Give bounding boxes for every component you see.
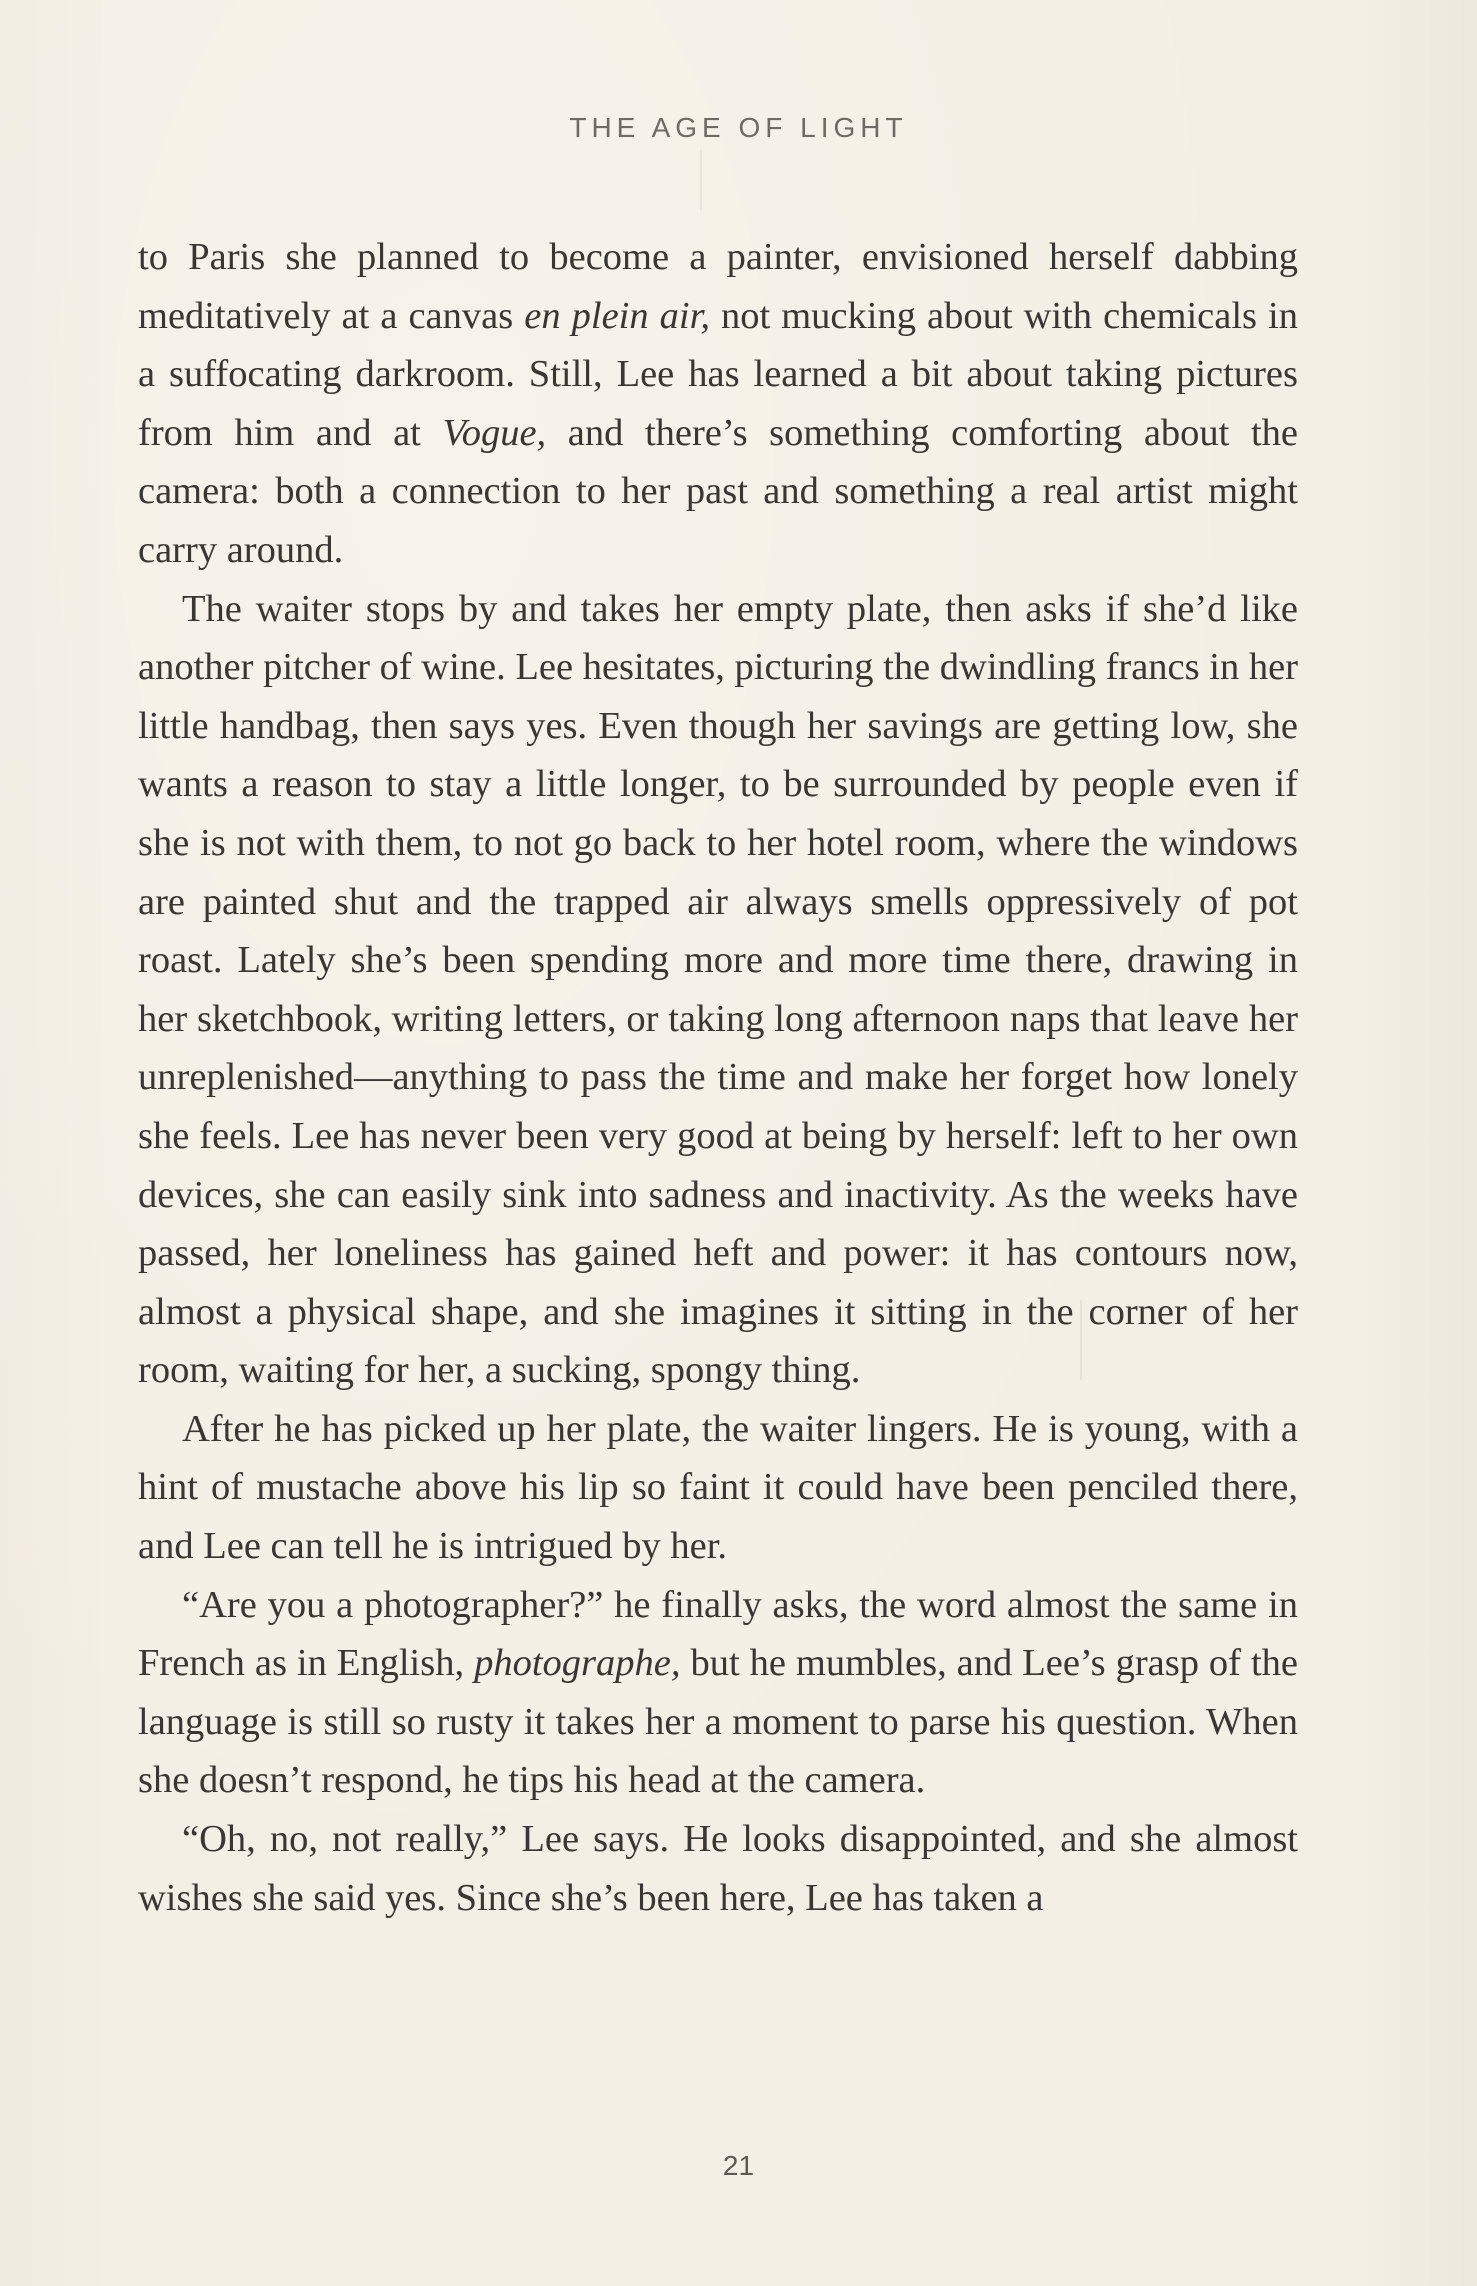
text-run: “Oh, no, not really,” Lee says. He looks disappointed, and she almost wishes she said yes. Since she’s been here, Lee has taken a xyxy=(138,1818,1298,1919)
text-run: The waiter stops by and takes her empty plate, then asks if she’d like another pitcher of wine. Lee hesitates, picturing the dwindling francs in her little handbag, then says yes. Even though her savings are getting low, she wants a reason to stay a little longer, to be surrounded by people even if she is not with them, to not go back to her hotel room, where the windows are painted shut and the trapped air always smells oppressively of pot roast. Lately she’s been spending more and more time there, drawing in her sketchbook, writing letters, or taking long afternoon naps that leave her unreplenished—anything to pass the time and make her forget how lonely she feels. Lee has never been very good at being by herself: left to her own devices, she can easily sink into sadness and inactivity. As the weeks have passed, her loneliness has gained heft and power: it has contours now, almost a physical shape, and she imagines it sitting in the corner of her room, waiting for her, a sucking, spongy thing. xyxy=(138,587,1298,1392)
text-run: to Paris she planned to become a painter, envisioned herself dabbing meditatively at a canvas xyxy=(138,236,1298,337)
body-text xyxy=(138,228,1298,1927)
text-run: but he mumbles, and Lee’s grasp of the language is still so rusty it takes her a moment to parse his question. When she doesn’t respond, he tips his head at the camera. xyxy=(138,1642,1299,1802)
italic-text: photographe, xyxy=(474,1642,681,1685)
text-run: not mucking about with chemicals in a suffocating darkroom. Still, Lee has learned a bit about taking pictures from him and at xyxy=(138,294,1298,454)
paragraph xyxy=(138,1400,1298,1576)
paragraph xyxy=(138,1810,1298,1927)
paper-crease-mark xyxy=(700,150,702,210)
paragraph xyxy=(138,580,1298,1400)
running-head: THE AGE OF LIGHT xyxy=(569,112,908,143)
text-run: After he has picked up her plate, the waiter lingers. He is young, with a hint of mustache above his lip so faint it could have been penciled there, and Lee can tell he is intrigued by her. xyxy=(138,1407,1298,1568)
paragraph xyxy=(138,1576,1298,1810)
italic-text: en plein air, xyxy=(524,294,710,337)
italic-text: Vogue, xyxy=(442,411,547,454)
paragraph xyxy=(138,228,1298,580)
text-run: “Are you a photographer?” he finally asks, the word almost the same in French as in English, xyxy=(138,1583,1298,1685)
text-run: and there’s something comforting about the camera: both a connection to her past and something a real artist might carry around. xyxy=(138,411,1298,571)
page-number: 21 xyxy=(722,2150,755,2181)
